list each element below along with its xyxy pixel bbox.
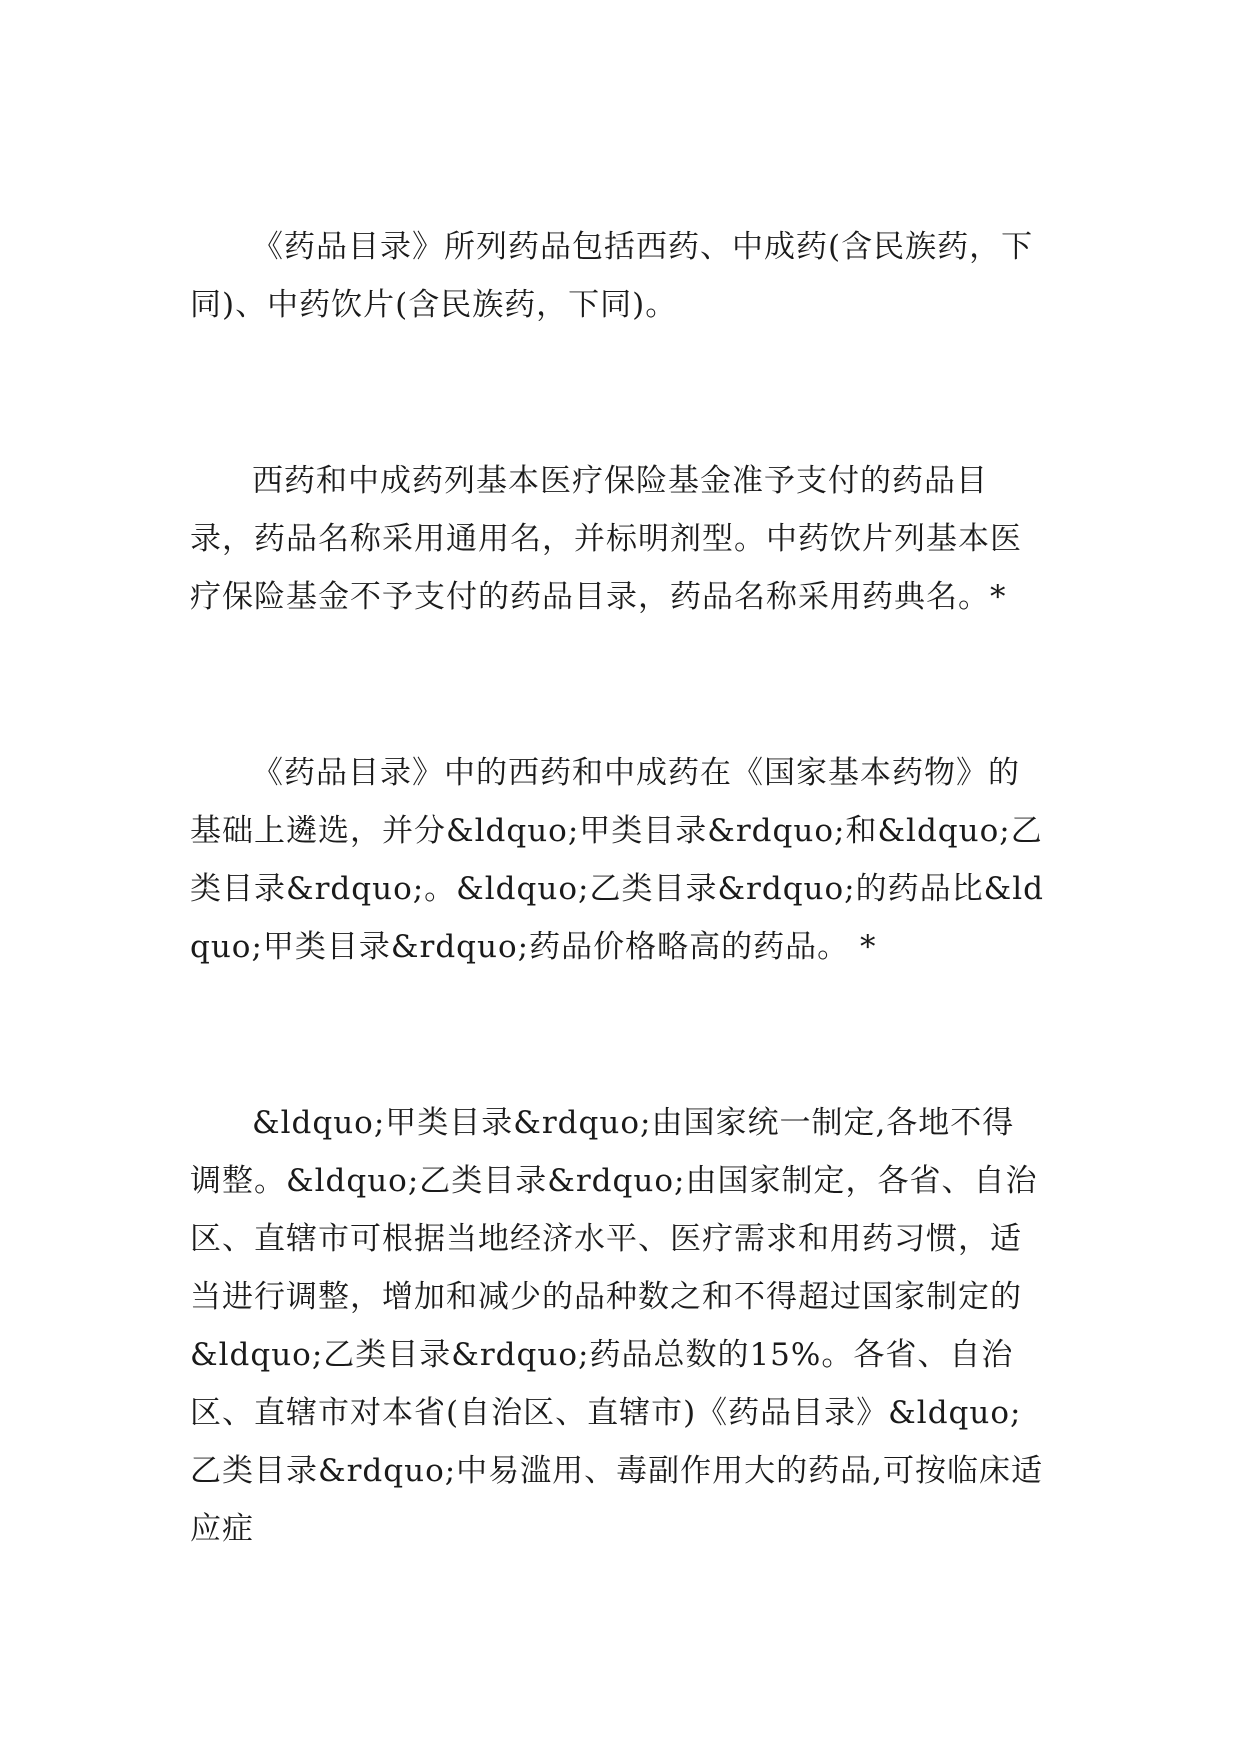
paragraph-catalog-classes: 《药品目录》中的西药和中成药在《国家基本药物》的基础上遴选，并分&ldquo;甲类目录&rdquo;和&ldquo;乙类目录&rdquo;。&ldquo;乙类目录&rdquo;的药品比&ldquo;甲类目录&rdquo;药品价格略高的药品。 * (190, 755, 1044, 965)
paragraph-drug-catalog-scope: 《药品目录》所列药品包括西药、中成药(含民族药，下同)、中药饮片(含民族药，下同)。 (190, 229, 1034, 323)
paragraph-catalog-adjustment: &ldquo;甲类目录&rdquo;由国家统一制定,各地不得调整。&ldquo;乙类目录&rdquo;由国家制定，各省、自治区、直辖市可根据当地经济水平、医疗需求和用药习惯，适当进行调整，增加和减少的品种数之和不得超过国家制定的&ldquo;乙类目录&rdquo;药品总数的15%。各省、自治区、直辖市对本省(自治区、直辖市)《药品目录》&ldquo;乙类目录&rdquo;中易滥用、毒副作用大的药品,可按临床适应症 (190, 1105, 1044, 1547)
paragraph-payment-catalog: 西药和中成药列基本医疗保险基金准予支付的药品目录，药品名称采用通用名，并标明剂型。中药饮片列基本医疗保险基金不予支付的药品目录，药品名称采用药典名。* (190, 463, 1022, 615)
document-body (190, 218, 1046, 1558)
